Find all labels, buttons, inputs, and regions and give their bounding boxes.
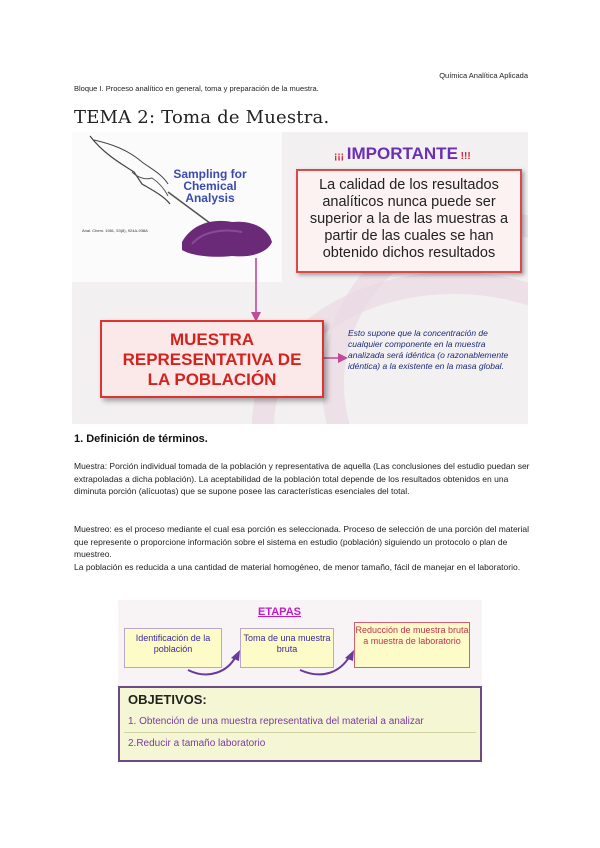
- population-note: La población es reducida a una cantidad de material homogéneo, de menor tamaño, fácil de manejar en el laboratorio.: [74, 562, 521, 572]
- representative-sample-box: [100, 320, 324, 398]
- quality-statement-text: La calidad de los resultados analíticos nunca puede ser superior a la de las muestras a partir de las cuales se han obtenido dichos resultados: [309, 177, 509, 261]
- objectives-box: [118, 686, 482, 762]
- definition-muestra: Muestra: Porción individual tomada de la población y representativa de aquella (Las conclusiones del estudio puedan ser extrapoladas a dicha población). La aceptabilidad de la población total depende de los resultados obtenidos en una diminuta porción (alícuotas) que se supone posee las características esenciales del total.: [74, 461, 530, 496]
- header-course: Química Analítica Aplicada: [439, 71, 528, 80]
- sampling-title: Sampling for Chemical Analysis: [173, 167, 247, 205]
- section-heading: 1. Definición de términos.: [74, 433, 208, 445]
- topic-title: TEMA 2: Toma de Muestra.: [74, 107, 330, 128]
- quality-statement-box: [296, 169, 522, 273]
- stage-reduction: Reducción de muestra bruta a muestra de laboratorio: [354, 622, 470, 668]
- stage-bulk-sample: Toma de una muestra bruta: [240, 628, 334, 668]
- concentration-note: Esto supone que la concentración de cualquier componente en la muestra analizada será idéntica (o razonablemente idéntica) a la existente en la masa global.: [348, 328, 509, 371]
- objective-1: 1. Obtención de una muestra representativa del material a analizar: [128, 716, 424, 727]
- etapas-heading: ETAPAS: [258, 606, 301, 618]
- figure-stages: [118, 600, 482, 762]
- definition-muestreo: Muestreo: es el proceso mediante el cual esa porción es seleccionada. Proceso de selección de una porción del material que represente o proporcione información sobre el sistema en estudio (población) siguiendo un protocolo o plan de muestreo.: [74, 524, 530, 559]
- stage-identification: Identificación de la población: [124, 628, 222, 668]
- objectives-title: OBJETIVOS:: [128, 692, 207, 707]
- importante-heading: ¡¡¡ IMPORTANTE !!!: [334, 144, 471, 163]
- figure-sampling: [72, 132, 528, 424]
- journal-reference: Anal. Chem. 1981, 53(8), 924A-938A: [82, 228, 148, 233]
- representative-sample-text: MUESTRA REPRESENTATIVA DE LA POBLACIÓN: [122, 330, 302, 389]
- objective-2: 2.Reducir a tamaño laboratorio: [128, 738, 266, 749]
- header-block: Bloque I. Proceso analítico en general, toma y preparación de la muestra.: [74, 84, 319, 93]
- stage-arrows: [118, 600, 482, 690]
- objective-divider: [124, 732, 476, 733]
